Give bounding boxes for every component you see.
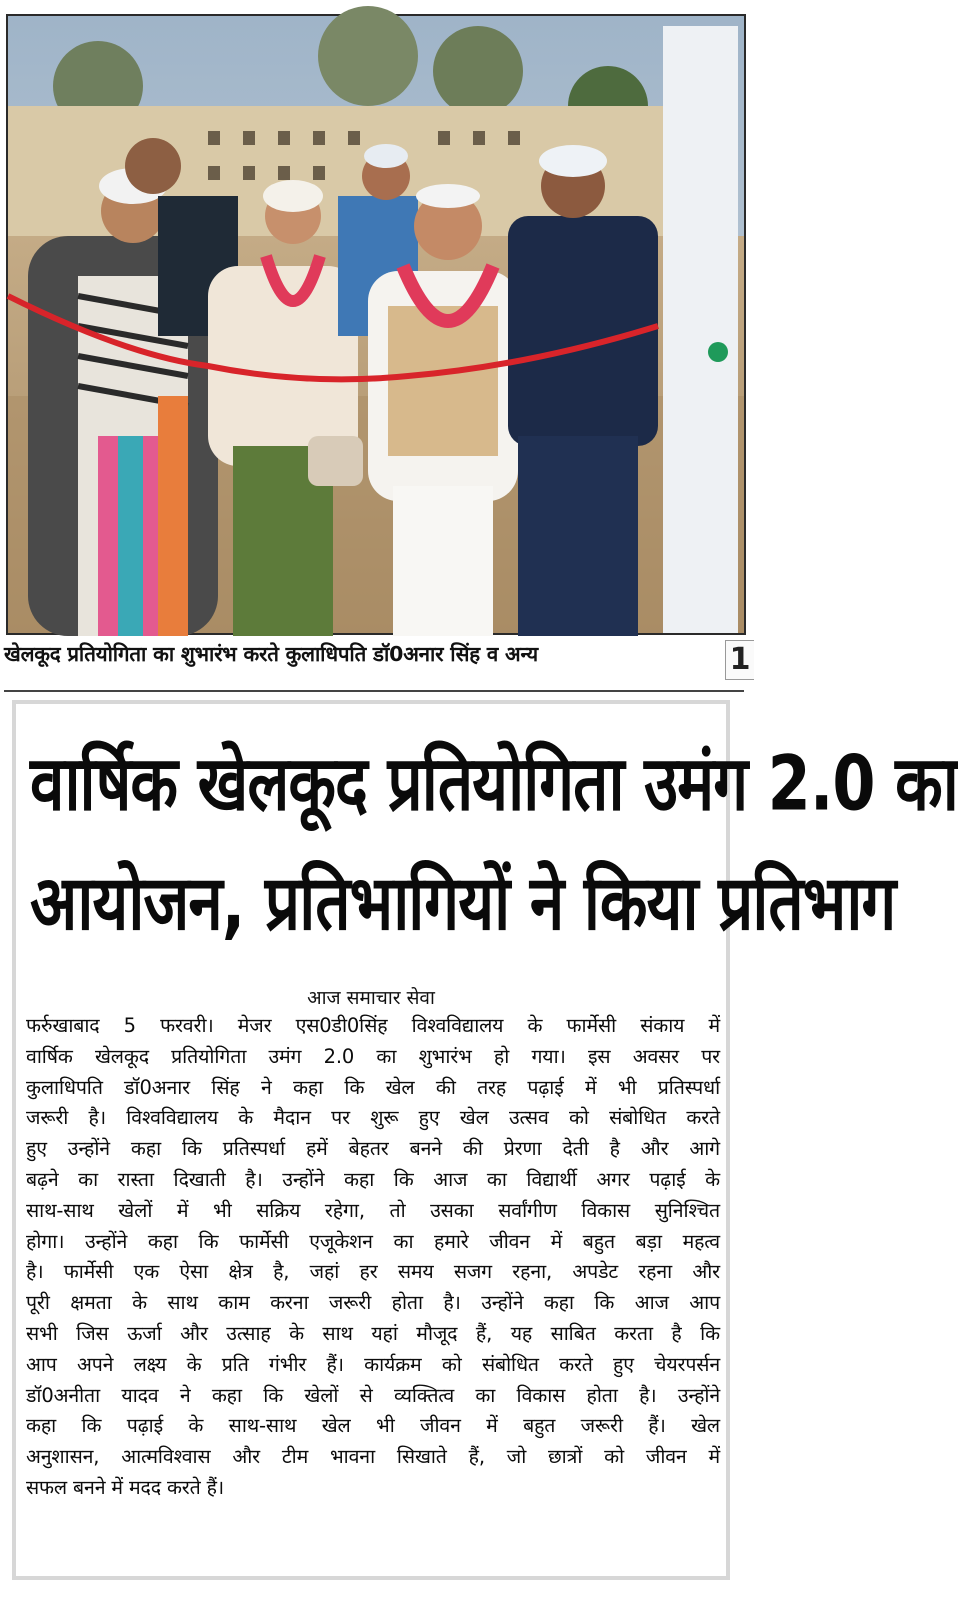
body-line: कुलाधिपति डॉ0अनार सिंह ने कहा कि खेल की तरह पढ़ाई में भी प्रतिस्पर्धा bbox=[26, 1075, 720, 1099]
body-line: है। फार्मेसी एक ऐसा क्षेत्र है, जहां हर समय सजग रहना, अपडेट रहना और bbox=[26, 1260, 720, 1284]
article-body bbox=[26, 1011, 720, 1504]
photo-illustration bbox=[8, 16, 744, 633]
news-article bbox=[12, 700, 958, 1580]
divider bbox=[4, 690, 744, 692]
body-line: जरूरी है। विश्वविद्यालय के मैदान पर शुरू हुए खेल उत्सव को संबोधित करते bbox=[26, 1106, 720, 1130]
photo-caption: खेलकूद प्रतियोगिता का शुभारंभ करते कुलाधिपति डॉ0अनार सिंह व अन्य bbox=[4, 642, 538, 666]
body-line: फर्रुखाबाद 5 फरवरी। मेजर एस0डी0सिंह विश्वविद्यालय के फार्मेसी संकाय में bbox=[26, 1014, 720, 1037]
body-line: डॉ0अनीता यादव ने कहा कि खेलों से व्यक्तित्व का विकास होता है। उन्होंने bbox=[26, 1383, 720, 1407]
body-line: साथ-साथ खेलों में भी सक्रिय रहेगा, तो उसका सर्वांगीण विकास सुनिश्चित bbox=[26, 1198, 720, 1222]
headline bbox=[30, 718, 958, 957]
body-line: कहा कि पढ़ाई के साथ-साथ खेल भी जीवन में बहुत जरूरी हैं। खेल bbox=[26, 1414, 720, 1438]
page-marker: 1 bbox=[725, 640, 754, 680]
body-line: अनुशासन, आत्मविश्वास और टीम भावना सिखाते हैं, जो छात्रों को जीवन में bbox=[26, 1445, 720, 1469]
body-line: सफल बनने में मदद करते हैं। bbox=[26, 1475, 225, 1499]
body-line: आप अपने लक्ष्य के प्रति गंभीर हैं। कार्यक्रम को संबोधित करते हुए चेयरपर्सन bbox=[26, 1352, 720, 1376]
photo-caption-bar bbox=[0, 634, 754, 692]
headline-line-2: आयोजन, प्रतिभागियों ने किया प्रतिभाग bbox=[30, 858, 896, 948]
news-photo bbox=[6, 14, 746, 635]
byline: आज समाचार सेवा bbox=[307, 987, 435, 1009]
body-line: हुए उन्होंने कहा कि प्रतिस्पर्धा हमें बेहतर बनने की प्रेरणा देती है और आगे bbox=[26, 1137, 720, 1161]
body-line: सभी जिस ऊर्जा और उत्साह के साथ यहां मौजूद हैं, यह साबित करता है कि bbox=[26, 1321, 720, 1345]
body-line: होगा। उन्होंने कहा कि फार्मेसी एजूकेशन का हमारे जीवन में बहुत बड़ा महत्व bbox=[26, 1229, 720, 1253]
body-line: पूरी क्षमता के साथ काम करना जरूरी होता है। उन्होंने कहा कि आज आप bbox=[26, 1291, 720, 1315]
headline-line-1: वार्षिक खेलकूद प्रतियोगिता उमंग 2.0 का bbox=[30, 738, 958, 828]
body-line: बढ़ने का रास्ता दिखाती है। उन्होंने कहा कि आज का विद्यार्थी अगर पढ़ाई के bbox=[26, 1167, 720, 1191]
body-line: वार्षिक खेलकूद प्रतियोगिता उमंग 2.0 का शुभारंभ हो गया। इस अवसर पर bbox=[26, 1044, 720, 1068]
